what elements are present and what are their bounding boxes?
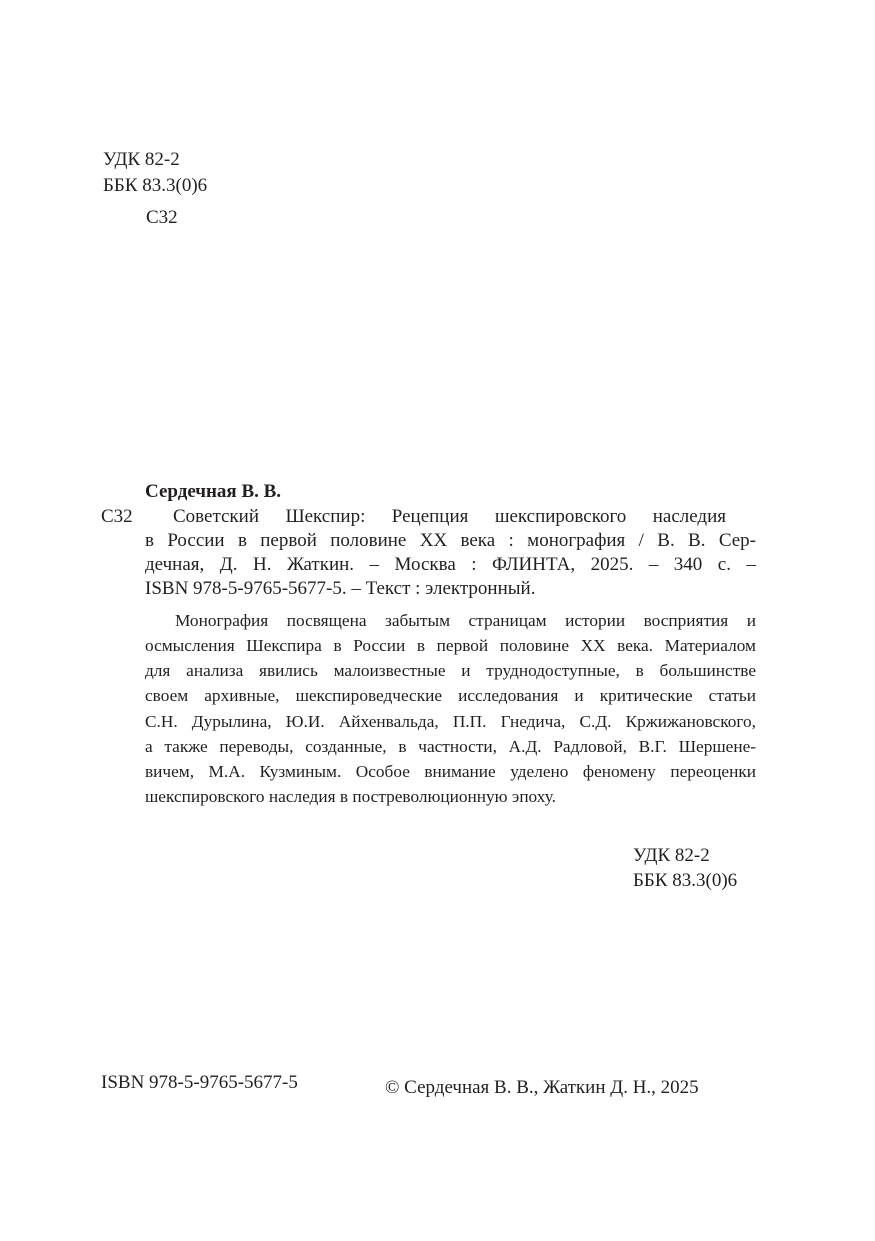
abstract-line-4: своем архивные, шекспироведческие исследования и критические статьи <box>145 686 756 705</box>
description-line-2: в России в первой половине XX века : монография / В. В. Сер- <box>145 530 756 551</box>
udk-bottom: УДК 82-2 <box>633 845 710 866</box>
copyright: © Сердечная В. В., Жаткин Д. Н., 2025 <box>385 1077 699 1098</box>
abstract-line-2: осмысления Шекспира в России в первой половине XX века. Материалом <box>145 636 756 655</box>
abstract-line-8: шекспировского наследия в постреволюционную эпоху. <box>145 787 556 806</box>
bbk-top: ББК 83.3(0)6 <box>103 175 208 196</box>
description-line-3: дечная, Д. Н. Жаткин. – Москва : ФЛИНТА, 2025. – 340 с. – <box>145 554 756 575</box>
abstract-line-1: Монография посвящена забытым страницам истории восприятия и <box>175 611 756 630</box>
description-line-1: Советский Шекспир: Рецепция шекспировского наследия <box>173 506 726 527</box>
description-line-4: ISBN 978-5-9765-5677-5. – Текст : электронный. <box>145 578 536 599</box>
abstract-line-6: а также переводы, созданные, в частности, А.Д. Радловой, В.Г. Шершене- <box>145 737 756 756</box>
abstract-line-5: С.Н. Дурылина, Ю.И. Айхенвальда, П.П. Гнедича, С.Д. Кржижановского, <box>145 712 756 731</box>
author-sign-top: С32 <box>146 207 178 228</box>
bbk-bottom: ББК 83.3(0)6 <box>633 870 738 891</box>
abstract-line-3: для анализа явились малоизвестные и труднодоступные, в большинстве <box>145 661 756 680</box>
author-sign-record: С32 <box>101 506 133 527</box>
abstract-line-7: вичем, М.А. Кузминым. Особое внимание уделено феномену переоценки <box>145 762 756 781</box>
udk-top: УДК 82-2 <box>103 149 180 170</box>
author-heading: Сердечная В. В. <box>145 481 282 502</box>
isbn: ISBN 978-5-9765-5677-5 <box>101 1072 298 1093</box>
